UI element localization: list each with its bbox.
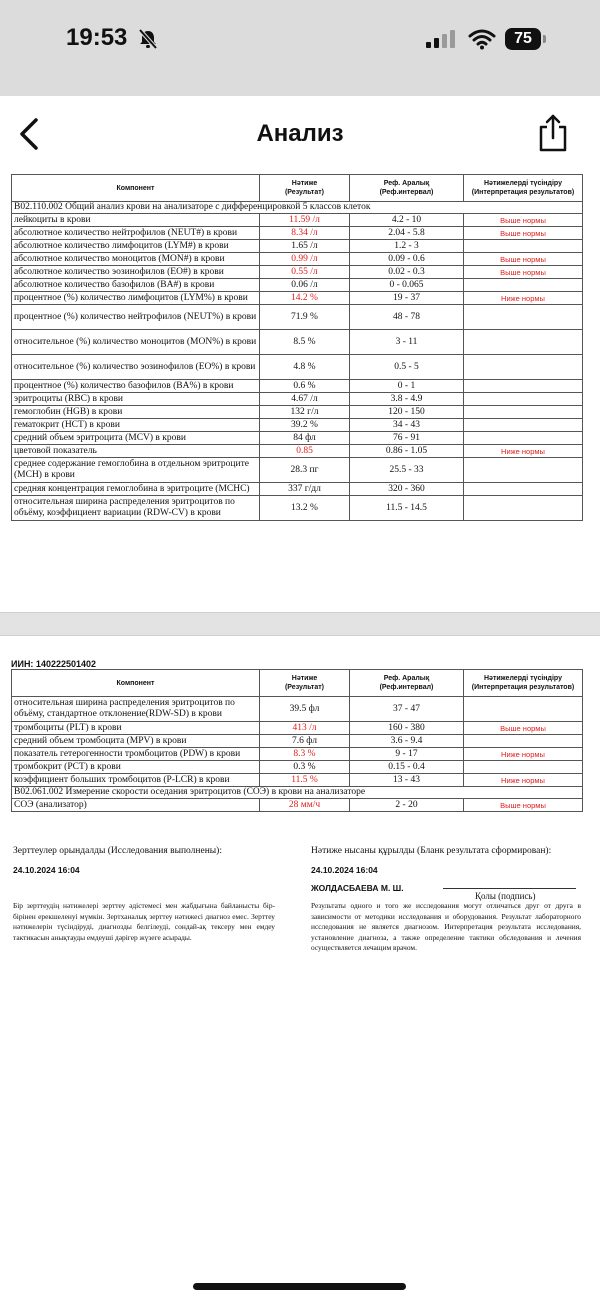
interpretation xyxy=(464,330,583,355)
result-value: 28.3 пг xyxy=(260,458,350,483)
analyte-name: эритроциты (RBC) в крови xyxy=(12,393,260,406)
table-row xyxy=(12,774,583,787)
result-value: 11.5 % xyxy=(260,774,350,787)
col-result-kz: Нәтиже xyxy=(291,675,318,682)
reference-range: 76 - 91 xyxy=(350,432,464,445)
col-ref xyxy=(350,175,464,202)
analyte-name: относительное (%) количество эозинофилов (EO%) в крови xyxy=(12,355,260,380)
result-value: 71.9 % xyxy=(260,305,350,330)
interpretation xyxy=(464,380,583,393)
interpretation: Ниже нормы xyxy=(464,748,583,761)
reference-range: 19 - 37 xyxy=(350,292,464,305)
analyte-name: средний объем эритроцита (MCV) в крови xyxy=(12,432,260,445)
analyte-name: средний объем тромбоцита (MPV) в крови xyxy=(12,735,260,748)
battery-cap xyxy=(543,35,546,43)
share-button[interactable] xyxy=(536,112,570,154)
result-value: 4.8 % xyxy=(260,355,350,380)
signature-line xyxy=(443,888,576,889)
result-value: 0.3 % xyxy=(260,761,350,774)
result-value: 14.2 % xyxy=(260,292,350,305)
analyte-name: абсолютное количество эозинофилов (EO#) в крови xyxy=(12,266,260,279)
interpretation: Выше нормы xyxy=(464,722,583,735)
result-value: 39.5 фл xyxy=(260,697,350,722)
section-title-esr: B02.061.002 Измерение скорости оседания эритроцитов (СОЭ) в крови на анализаторе xyxy=(12,787,583,799)
page-title: Анализ xyxy=(256,120,344,147)
table-row xyxy=(12,292,583,305)
result-value: 1.65 /л xyxy=(260,240,350,253)
analyte-name: абсолютное количество лимфоцитов (LYM#) в крови xyxy=(12,240,260,253)
analyte-name: абсолютное количество нейтрофилов (NEUT#) в крови xyxy=(12,227,260,240)
analyte-name: гематокрит (HCT) в крови xyxy=(12,419,260,432)
status-time: 19:53 xyxy=(66,24,128,51)
reference-range: 48 - 78 xyxy=(350,305,464,330)
battery-indicator: 75 xyxy=(505,28,541,50)
interpretation xyxy=(464,393,583,406)
col-ref-kz: Реф. Аралық xyxy=(383,180,430,187)
wifi-icon xyxy=(468,28,496,50)
performed-label: Зерттеулер орындалды (Исследования выполнены): xyxy=(13,846,222,856)
col-ref-ru: (Реф.интервал) xyxy=(379,189,434,196)
reference-range: 160 - 380 xyxy=(350,722,464,735)
interpretation: Выше нормы xyxy=(464,227,583,240)
reference-range: 0 - 0.065 xyxy=(350,279,464,292)
interpretation xyxy=(464,761,583,774)
table-row xyxy=(12,799,583,812)
table-row xyxy=(12,355,583,380)
interpretation xyxy=(464,496,583,521)
table-row xyxy=(12,722,583,735)
table-header xyxy=(12,175,583,202)
page-break xyxy=(0,612,600,636)
reference-range: 34 - 43 xyxy=(350,419,464,432)
table-row xyxy=(12,445,583,458)
result-value: 8.3 % xyxy=(260,748,350,761)
signature-label: Қолы (подпись) xyxy=(475,891,536,901)
esr-interp: Выше нормы xyxy=(464,799,583,812)
reference-range: 3 - 11 xyxy=(350,330,464,355)
interpretation: Выше нормы xyxy=(464,253,583,266)
table-row xyxy=(12,458,583,483)
result-value: 8.34 /л xyxy=(260,227,350,240)
analyte-name: цветовой показатель xyxy=(12,445,260,458)
report-page-1 xyxy=(0,174,600,614)
reference-range: 25.5 - 33 xyxy=(350,458,464,483)
reference-range: 4.2 - 10 xyxy=(350,214,464,227)
table-row xyxy=(12,380,583,393)
reference-range: 1.2 - 3 xyxy=(350,240,464,253)
col-interp-kz: Нәтижелерді түсіндіру xyxy=(484,675,562,682)
col-interp-ru: (Интерпретация результатов) xyxy=(471,189,575,196)
result-value: 0.99 /л xyxy=(260,253,350,266)
analyte-name: среднее содержание гемоглобина в отдельном эритроците (MCH) в крови xyxy=(12,458,260,483)
result-value: 0.06 /л xyxy=(260,279,350,292)
doctor-name: ЖОЛДАСБАЕВА М. Ш. xyxy=(311,883,404,893)
analyte-name: процентное (%) количество лимфоцитов (LYM%) в крови xyxy=(12,292,260,305)
table-row xyxy=(12,432,583,445)
col-result-ru: (Результат) xyxy=(284,189,325,196)
disclaimer-ru: Результаты одного и того же исследования могут отличаться друг от друга в зависимости от методики исследования и оборудования. Результат лабораторного исследования не является диагнозом. Интерпретация результата исследования, установление диагноза, а также определение тактики обследования и лечения осуществляется лечащим врачом. xyxy=(311,901,581,952)
table-row xyxy=(12,240,583,253)
col-interp xyxy=(464,670,583,697)
interpretation: Ниже нормы xyxy=(464,292,583,305)
table-row xyxy=(12,496,583,521)
interpretation xyxy=(464,735,583,748)
page1-rows xyxy=(12,214,583,521)
analyte-name: тромбокрит (PCT) в крови xyxy=(12,761,260,774)
result-value: 4.67 /л xyxy=(260,393,350,406)
interpretation xyxy=(464,432,583,445)
reference-range: 3.6 - 9.4 xyxy=(350,735,464,748)
analyte-name: средняя концентрация гемоглобина в эритроците (MCHC) xyxy=(12,483,260,496)
section-title: B02.110.002 Общий анализ крови на анализаторе с дифференцировкой 5 классов клеток xyxy=(12,202,583,214)
table-row xyxy=(12,419,583,432)
col-interp xyxy=(464,175,583,202)
interpretation: Ниже нормы xyxy=(464,774,583,787)
cellular-signal-icon xyxy=(426,30,456,48)
reference-range: 9 - 17 xyxy=(350,748,464,761)
table-row xyxy=(12,406,583,419)
analyte-name: относительное (%) количество моноцитов (MON%) в крови xyxy=(12,330,260,355)
esr-result: 28 мм/ч xyxy=(260,799,350,812)
col-result-kz: Нәтиже xyxy=(291,180,318,187)
result-value: 84 фл xyxy=(260,432,350,445)
analyte-name: абсолютное количество базофилов (BA#) в крови xyxy=(12,279,260,292)
reference-range: 0.15 - 0.4 xyxy=(350,761,464,774)
analyte-name: абсолютное количество моноцитов (MON#) в крови xyxy=(12,253,260,266)
col-result xyxy=(260,175,350,202)
reference-range: 37 - 47 xyxy=(350,697,464,722)
status-bar xyxy=(0,0,600,96)
interpretation: Ниже нормы xyxy=(464,445,583,458)
interpretation xyxy=(464,305,583,330)
reference-range: 0.09 - 0.6 xyxy=(350,253,464,266)
col-ref-ru: (Реф.интервал) xyxy=(379,684,434,691)
disclaimer-kz: Бір зерттеудің нәтижелері зерттеу әдістемесі мен жабдығына байланысты бір-бірінен ерекшеленуі мүмкін. Зертханалық зерттеу нәтижесі диагноз емес. Зерттеу нәтижелерін түсіндіруді, диагнозды белгілеуді, сондай-ақ тексеру мен емдеу тактикасын анықтауды емдеуші дәрігер жүзеге асырады. xyxy=(13,901,275,942)
col-ref xyxy=(350,670,464,697)
table-row xyxy=(12,735,583,748)
reference-range: 13 - 43 xyxy=(350,774,464,787)
esr-name: СОЭ (анализатор) xyxy=(12,799,260,812)
reference-range: 2.04 - 5.8 xyxy=(350,227,464,240)
table-row xyxy=(12,279,583,292)
analyte-name: коэффициент больших тромбоцитов (P-LCR) в крови xyxy=(12,774,260,787)
table-row xyxy=(12,697,583,722)
interpretation xyxy=(464,240,583,253)
results-table-1 xyxy=(11,174,583,521)
analyte-name: тромбоциты (PLT) в крови xyxy=(12,722,260,735)
table-header xyxy=(12,670,583,697)
reference-range: 320 - 360 xyxy=(350,483,464,496)
reference-range: 11.5 - 14.5 xyxy=(350,496,464,521)
table-row xyxy=(12,761,583,774)
reference-range: 0.5 - 5 xyxy=(350,355,464,380)
table-row xyxy=(12,393,583,406)
interpretation: Выше нормы xyxy=(464,266,583,279)
interpretation xyxy=(464,697,583,722)
reference-range: 0.86 - 1.05 xyxy=(350,445,464,458)
interpretation xyxy=(464,406,583,419)
result-value: 39.2 % xyxy=(260,419,350,432)
interpretation xyxy=(464,483,583,496)
col-result xyxy=(260,670,350,697)
table-row xyxy=(12,330,583,355)
interpretation xyxy=(464,355,583,380)
results-table-2 xyxy=(11,669,583,812)
silent-bell-icon xyxy=(137,28,159,50)
analyte-name: относительная ширина распределения эритроцитов по объёму, коэффициент вариации (RDW-CV) в крови xyxy=(12,496,260,521)
col-result-ru: (Результат) xyxy=(284,684,325,691)
table-row xyxy=(12,305,583,330)
reference-range: 0.02 - 0.3 xyxy=(350,266,464,279)
home-indicator[interactable] xyxy=(193,1283,406,1290)
table-row xyxy=(12,214,583,227)
analyte-name: лейкоциты в крови xyxy=(12,214,260,227)
result-value: 0.85 xyxy=(260,445,350,458)
result-value: 11.59 /л xyxy=(260,214,350,227)
interpretation xyxy=(464,458,583,483)
interpretation xyxy=(464,279,583,292)
formed-date: 24.10.2024 16:04 xyxy=(311,865,378,875)
result-value: 0.55 /л xyxy=(260,266,350,279)
result-value: 8.5 % xyxy=(260,330,350,355)
table-row xyxy=(12,227,583,240)
nav-bar xyxy=(0,96,600,174)
interpretation: Выше нормы xyxy=(464,214,583,227)
analyte-name: процентное (%) количество базофилов (BA%) в крови xyxy=(12,380,260,393)
table-row xyxy=(12,748,583,761)
col-component: Компонент xyxy=(12,670,260,697)
table-row xyxy=(12,266,583,279)
analyte-name: относительная ширина распределения эритроцитов по объёму, стандартное отклонение(RDW-SD) в крови xyxy=(12,697,260,722)
performed-date: 24.10.2024 16:04 xyxy=(13,865,80,875)
analyte-name: процентное (%) количество нейтрофилов (NEUT%) в крови xyxy=(12,305,260,330)
col-component: Компонент xyxy=(12,175,260,202)
section-row xyxy=(12,202,583,214)
result-value: 413 /л xyxy=(260,722,350,735)
page2-rows xyxy=(12,697,583,787)
result-value: 7.6 фл xyxy=(260,735,350,748)
col-ref-kz: Реф. Аралық xyxy=(383,675,430,682)
table-row xyxy=(12,483,583,496)
analyte-name: показатель гетерогенности тромбоцитов (PDW) в крови xyxy=(12,748,260,761)
analyte-name: гемоглобин (HGB) в крови xyxy=(12,406,260,419)
result-value: 0.6 % xyxy=(260,380,350,393)
result-value: 13.2 % xyxy=(260,496,350,521)
esr-ref: 2 - 20 xyxy=(350,799,464,812)
col-interp-ru: (Интерпретация результатов) xyxy=(471,684,575,691)
interpretation xyxy=(464,419,583,432)
report-page-2 xyxy=(0,655,600,975)
reference-range: 3.8 - 4.9 xyxy=(350,393,464,406)
table-row xyxy=(12,253,583,266)
section-row xyxy=(12,787,583,799)
formed-label: Нәтиже нысаны құрылды (Бланк результата сформирован): xyxy=(311,846,552,856)
col-interp-kz: Нәтижелерді түсіндіру xyxy=(484,180,562,187)
result-value: 337 г/дл xyxy=(260,483,350,496)
result-value: 132 г/л xyxy=(260,406,350,419)
reference-range: 0 - 1 xyxy=(350,380,464,393)
iin-label: ИИН: 140222501402 xyxy=(11,659,96,669)
reference-range: 120 - 150 xyxy=(350,406,464,419)
